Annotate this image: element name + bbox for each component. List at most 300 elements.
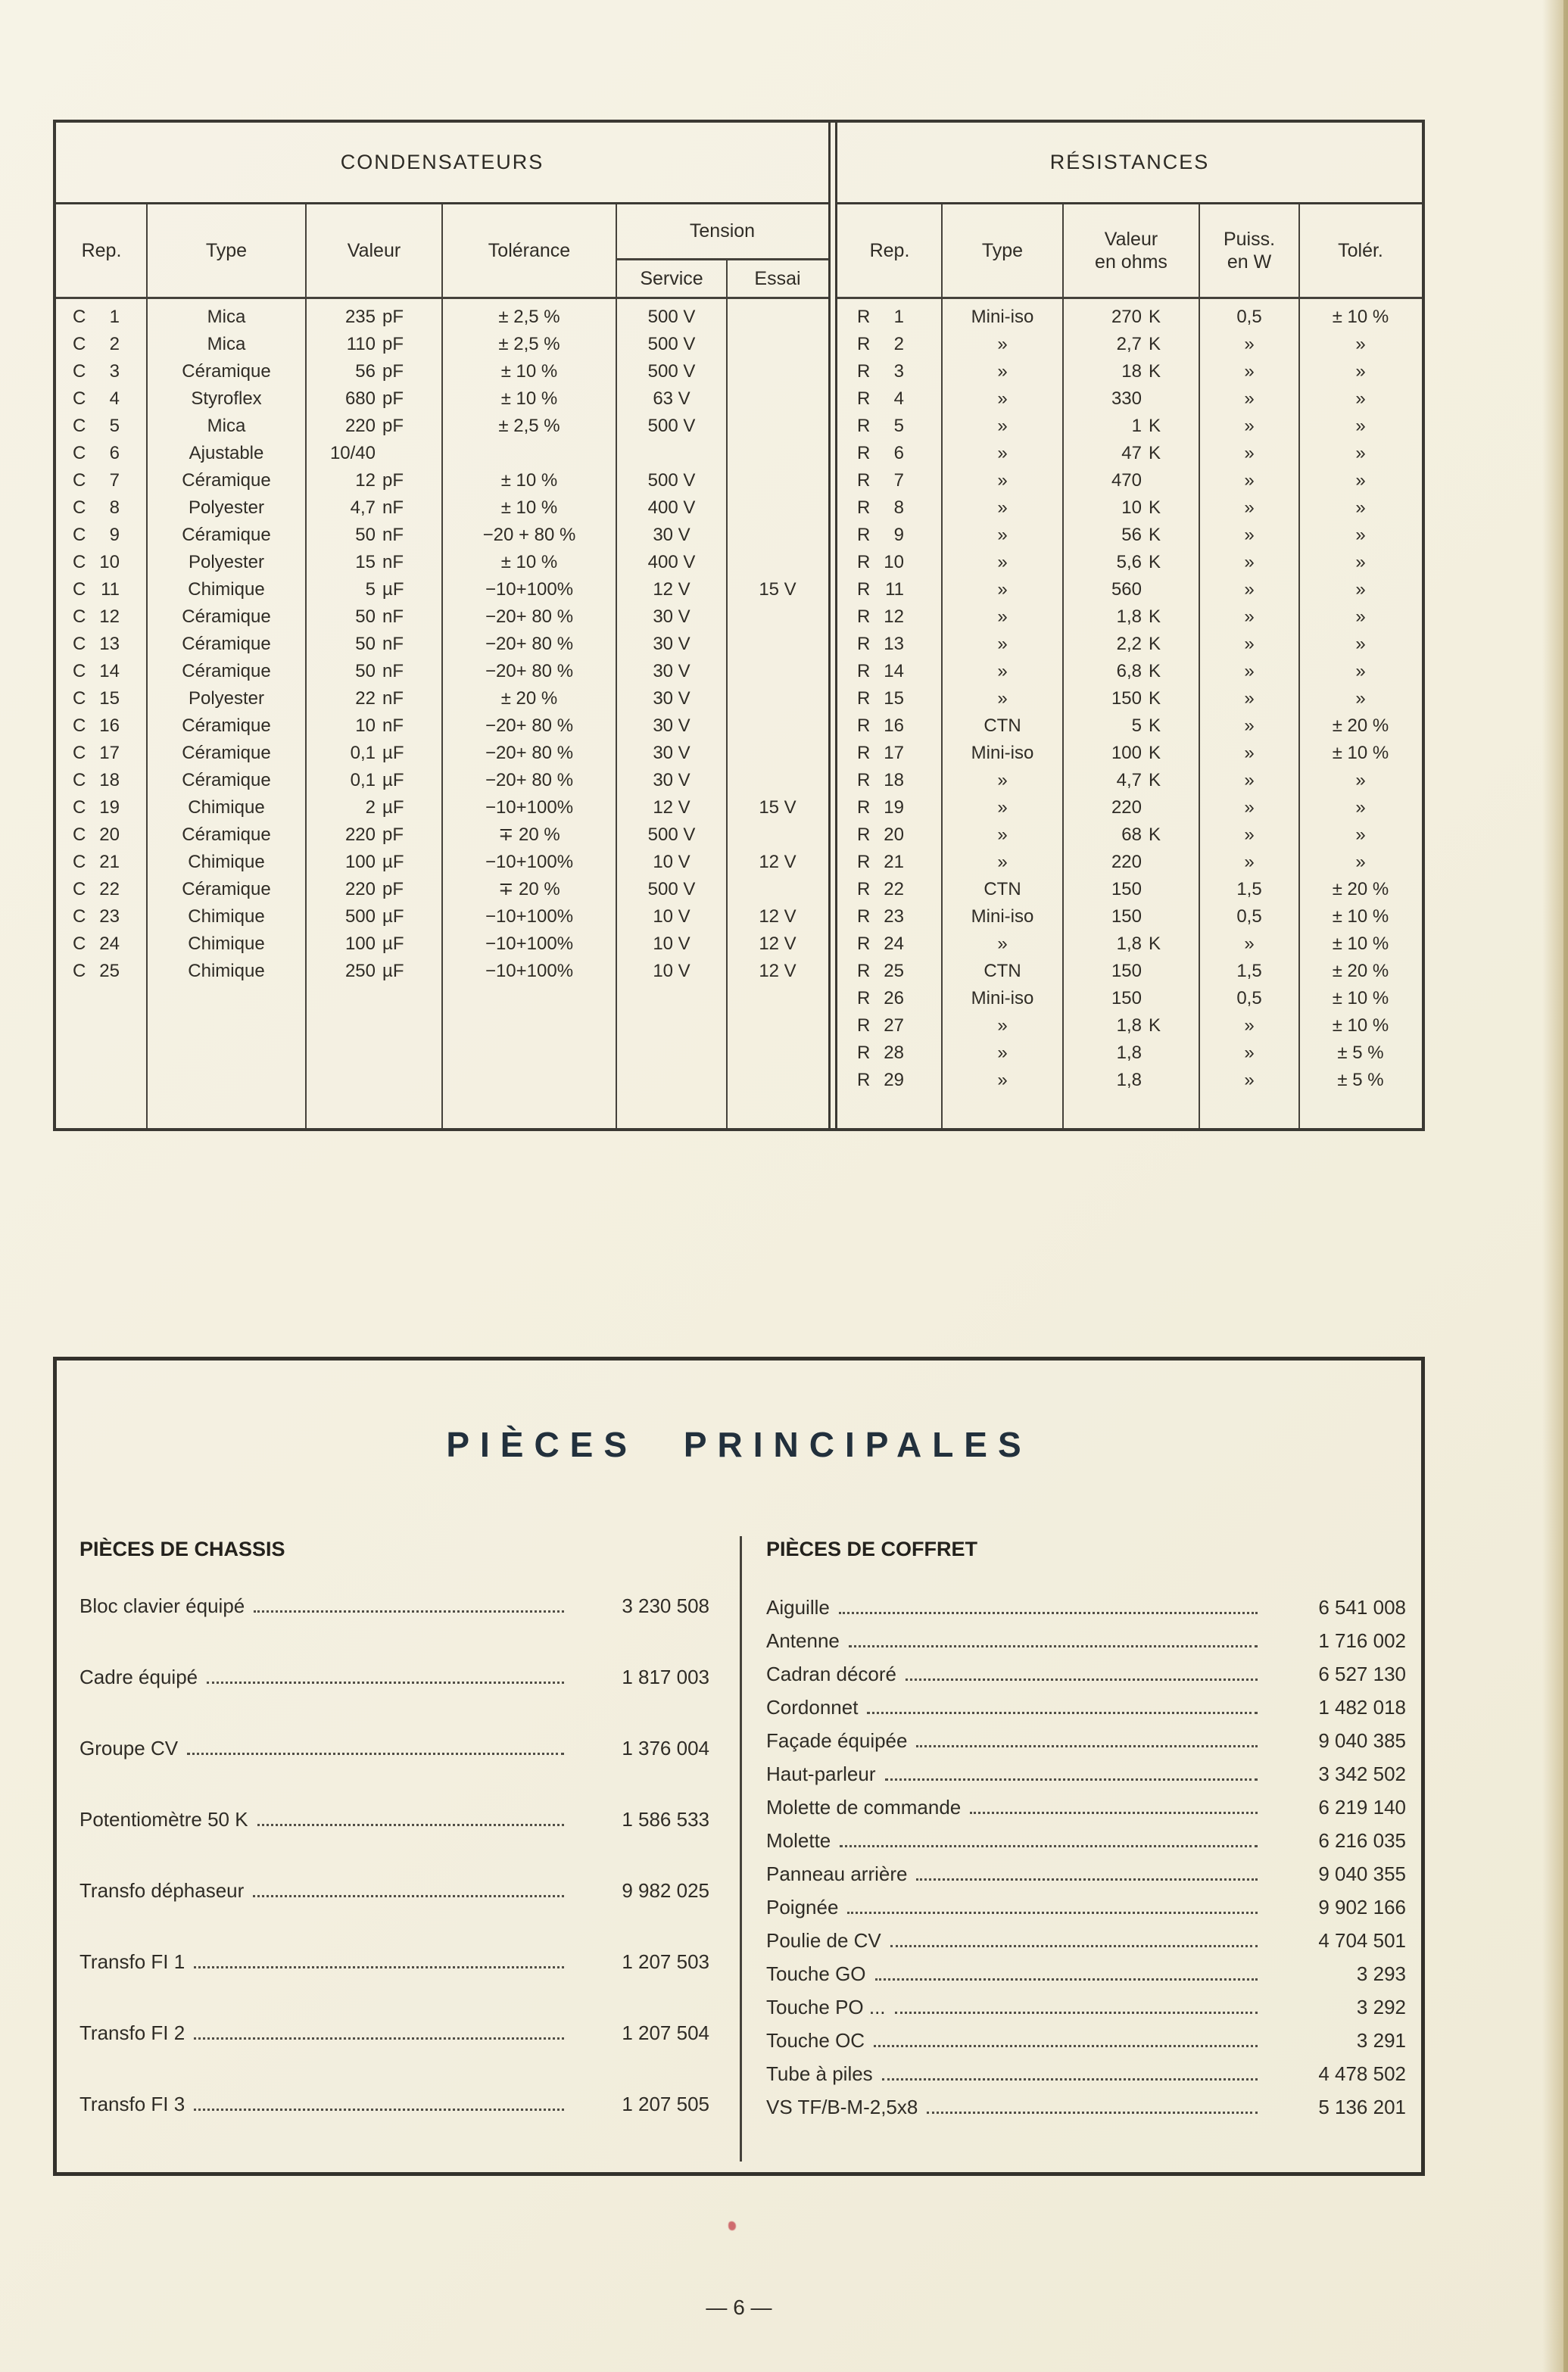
type-cell: Polyester <box>188 688 265 709</box>
resistance-row <box>837 658 1422 685</box>
value-number: 22 <box>355 688 376 709</box>
value-unit: K <box>1149 743 1161 763</box>
puissance-cell: » <box>1244 416 1255 436</box>
value-unit: pF <box>382 416 404 436</box>
value-cell <box>1063 903 1199 930</box>
value-number: 1,8 <box>1116 934 1142 954</box>
value-unit: K <box>1149 525 1161 545</box>
value-cell <box>1063 712 1199 740</box>
puissance-cell: 1,5 <box>1236 961 1262 981</box>
value-number: 68 <box>1121 824 1142 845</box>
rep-cell <box>56 304 147 331</box>
pieces-columns <box>57 1536 1421 2162</box>
puissance-cell: » <box>1244 661 1255 681</box>
condensateurs-title: CONDENSATEURS <box>56 123 828 204</box>
value-cell <box>1063 576 1199 603</box>
part-label: Poulie de CV <box>766 1929 881 1952</box>
resistance-row <box>837 685 1422 712</box>
tolerance-cell: ± 10 % <box>1332 307 1389 327</box>
rep-number: 21 <box>884 852 904 872</box>
rep-letter: C <box>73 743 86 763</box>
essai-cell <box>727 712 828 740</box>
puissance-cell: » <box>1244 525 1255 545</box>
rep-number: 16 <box>99 715 120 736</box>
rep-cell <box>837 958 942 985</box>
type-cell: » <box>997 688 1008 709</box>
value-cell <box>306 576 442 603</box>
value-cell <box>306 658 442 685</box>
dotted-leader <box>916 1878 1258 1881</box>
value-number: 220 <box>344 416 376 436</box>
service-cell: 30 V <box>653 525 690 545</box>
resistance-row <box>837 794 1422 821</box>
value-number: 680 <box>344 388 376 409</box>
rep-number: 28 <box>884 1043 904 1063</box>
header-tolerance: Tolérance <box>488 240 571 261</box>
tolerance-cell: −10+100% <box>485 852 574 872</box>
rep-number: 25 <box>99 961 120 981</box>
rep-letter: C <box>73 334 86 354</box>
rep-number: 1 <box>109 307 120 327</box>
part-label: Cadran décoré <box>766 1663 896 1685</box>
service-cell: 30 V <box>653 770 690 790</box>
rep-cell <box>56 740 147 767</box>
type-cell: Céramique <box>182 361 271 382</box>
rep-number: 25 <box>884 961 904 981</box>
value-number: 50 <box>355 525 376 545</box>
resistances-rows <box>837 299 1422 1094</box>
value-unit: K <box>1149 552 1161 572</box>
rep-letter: C <box>73 661 86 681</box>
rep-letter: C <box>73 879 86 899</box>
type-cell: Polyester <box>188 552 265 572</box>
dotted-leader <box>895 2012 1258 2014</box>
service-cell: 30 V <box>653 606 690 627</box>
essai-cell <box>727 522 828 549</box>
value-unit: µF <box>382 961 404 981</box>
rep-number: 29 <box>884 1070 904 1090</box>
rep-letter: R <box>857 1070 871 1090</box>
column-divider <box>441 204 443 1128</box>
part-label: Panneau arrière <box>766 1862 908 1885</box>
rep-letter: C <box>73 715 86 736</box>
part-number: 1 482 018 <box>1318 1696 1406 1719</box>
type-cell: Mini-iso <box>971 307 1034 327</box>
rep-cell <box>837 494 942 522</box>
value-unit: K <box>1149 606 1161 627</box>
rep-letter: R <box>857 416 871 436</box>
puissance-cell: 1,5 <box>1236 879 1262 899</box>
part-label: Aiguille <box>766 1596 830 1619</box>
value-cell <box>1063 631 1199 658</box>
tolerance-cell: » <box>1355 334 1366 354</box>
essai-cell <box>727 740 828 767</box>
value-unit: pF <box>382 824 404 845</box>
value-cell <box>306 876 442 903</box>
value-number: 250 <box>344 961 376 981</box>
part-number: 1 817 003 <box>622 1666 709 1688</box>
puissance-cell: » <box>1244 579 1255 600</box>
header-tolerance: Tolér. <box>1338 240 1383 261</box>
tolerance-cell: −20+ 80 % <box>485 606 574 627</box>
header-valeur: Valeur <box>347 240 401 261</box>
rep-cell <box>837 631 942 658</box>
column-divider <box>1062 204 1064 1128</box>
essai-cell <box>727 658 828 685</box>
dotted-leader <box>916 1745 1258 1747</box>
rep-cell <box>56 522 147 549</box>
value-number: 4,7 <box>1116 770 1142 790</box>
parts-list-item <box>766 1691 1406 1724</box>
value-number: 560 <box>1111 579 1142 600</box>
rep-cell <box>56 331 147 358</box>
header-puissance <box>1199 204 1299 297</box>
type-cell: Chimique <box>188 961 265 981</box>
service-cell <box>616 440 727 467</box>
dotted-leader <box>885 1778 1258 1781</box>
type-cell: Chimique <box>188 579 265 600</box>
rep-cell <box>837 549 942 576</box>
header-type: Type <box>205 240 248 261</box>
rep-letter: C <box>73 606 86 627</box>
parts-list-item <box>766 2090 1406 2124</box>
rep-cell <box>837 358 942 385</box>
tolerance-cell: ± 10 % <box>1332 934 1389 954</box>
value-number: 0,1 <box>350 770 376 790</box>
column-divider <box>1298 204 1300 1128</box>
parts-list-item <box>766 1824 1406 1857</box>
rep-number: 8 <box>109 497 120 518</box>
tolerance-cell: ± 20 % <box>1332 961 1389 981</box>
part-label: Touche OC <box>766 2029 865 2052</box>
rep-cell <box>837 467 942 494</box>
rep-letter: R <box>857 661 871 681</box>
value-unit: µF <box>382 579 404 600</box>
puissance-cell: » <box>1244 606 1255 627</box>
value-unit: K <box>1149 1015 1161 1036</box>
part-number: 4 704 501 <box>1318 1929 1406 1952</box>
header-valeur-ohms <box>1063 204 1199 297</box>
tolerance-cell: ± 5 % <box>1337 1070 1384 1090</box>
puissance-cell: » <box>1244 552 1255 572</box>
type-cell: » <box>997 334 1008 354</box>
service-cell: 30 V <box>653 743 690 763</box>
type-cell: » <box>997 824 1008 845</box>
part-label: Antenne <box>766 1629 840 1652</box>
resistance-row <box>837 467 1422 494</box>
part-number: 1 376 004 <box>622 1737 709 1760</box>
rep-number: 23 <box>884 906 904 927</box>
rep-cell <box>56 821 147 849</box>
rep-number: 14 <box>99 661 120 681</box>
puissance-cell: » <box>1244 497 1255 518</box>
tolerance-cell: ∓ 20 % <box>498 879 560 899</box>
header-tension-group <box>616 204 828 297</box>
type-cell: Céramique <box>182 715 271 736</box>
tolerance-cell: ± 10 % <box>500 470 558 491</box>
rep-number: 19 <box>99 797 120 818</box>
type-cell: Chimique <box>188 934 265 954</box>
service-cell: 12 V <box>653 579 690 600</box>
value-number: 1,8 <box>1116 1043 1142 1063</box>
part-number: 1 207 504 <box>622 2021 709 2044</box>
resistance-row <box>837 494 1422 522</box>
essai-cell <box>727 467 828 494</box>
puissance-cell: » <box>1244 334 1255 354</box>
rep-letter: R <box>857 525 871 545</box>
value-unit: pF <box>382 307 404 327</box>
tolerance-cell: » <box>1355 388 1366 409</box>
rep-cell <box>56 794 147 821</box>
tolerance-cell: ± 10 % <box>500 361 558 382</box>
value-number: 56 <box>355 361 376 382</box>
value-cell <box>1063 1040 1199 1067</box>
part-label: Cadre équipé <box>79 1666 198 1688</box>
value-unit: K <box>1149 307 1161 327</box>
type-cell: » <box>997 1015 1008 1036</box>
value-cell <box>306 304 442 331</box>
column-divider <box>305 204 307 1128</box>
part-label: Transfo déphaseur <box>79 1879 245 1902</box>
type-cell: CTN <box>984 961 1021 981</box>
tolerance-cell: −20+ 80 % <box>485 661 574 681</box>
rep-cell <box>56 603 147 631</box>
puissance-cell: 0,5 <box>1236 906 1262 927</box>
puissance-cell: » <box>1244 770 1255 790</box>
rep-cell <box>837 1040 942 1067</box>
tolerance-cell: » <box>1355 688 1366 709</box>
essai-cell: 12 V <box>759 961 796 981</box>
rep-number: 15 <box>884 688 904 709</box>
service-cell: 500 V <box>647 416 696 436</box>
essai-cell <box>727 549 828 576</box>
rep-letter: C <box>73 361 86 382</box>
tolerance-cell: ∓ 20 % <box>498 824 560 845</box>
puissance-cell: 0,5 <box>1236 988 1262 1008</box>
rep-letter: R <box>857 743 871 763</box>
tolerance-cell: ± 2,5 % <box>498 334 560 354</box>
rep-number: 12 <box>884 606 904 627</box>
part-label: Transfo FI 3 <box>79 2093 185 2115</box>
type-cell: CTN <box>984 715 1021 736</box>
puissance-cell: 0,5 <box>1236 307 1262 327</box>
value-number: 150 <box>1111 906 1142 927</box>
dotted-leader <box>194 2109 564 2111</box>
rep-number: 13 <box>884 634 904 654</box>
value-cell <box>1063 494 1199 522</box>
resistance-row <box>837 1067 1422 1094</box>
parts-list-item <box>766 1990 1406 2024</box>
value-unit: nF <box>382 634 404 654</box>
rep-letter: R <box>857 470 871 491</box>
dotted-leader <box>890 1945 1258 1947</box>
part-number: 6 541 008 <box>1318 1596 1406 1619</box>
essai-cell <box>727 603 828 631</box>
rep-cell <box>56 467 147 494</box>
value-cell <box>306 522 442 549</box>
scan-edge-line <box>1563 0 1568 2372</box>
dotted-leader <box>257 1824 564 1826</box>
part-label: Molette <box>766 1829 831 1852</box>
rep-cell <box>56 849 147 876</box>
type-cell: Polyester <box>188 497 265 518</box>
red-ink-artifact <box>728 2221 736 2230</box>
value-number: 5 <box>1131 715 1142 736</box>
tolerance-cell: −20+ 80 % <box>485 634 574 654</box>
pieces-principales-title: PIÈCES PRINCIPALES <box>446 1425 1032 1464</box>
value-number: 50 <box>355 661 376 681</box>
tolerance-cell <box>442 440 616 467</box>
rep-letter: C <box>73 579 86 600</box>
part-label: Poignée <box>766 1896 839 1918</box>
rep-letter: C <box>73 443 86 463</box>
pieces-chassis-column <box>57 1536 740 2162</box>
dotted-leader <box>875 1978 1258 1981</box>
value-number: 470 <box>1111 470 1142 491</box>
dotted-leader <box>194 2037 564 2040</box>
part-number: 3 292 <box>1356 1996 1406 2018</box>
type-cell: Céramique <box>182 470 271 491</box>
header-valeur-line1: Valeur <box>1104 229 1158 250</box>
header-service: Service <box>640 267 703 289</box>
value-number: 270 <box>1111 307 1142 327</box>
tolerance-cell: » <box>1355 824 1366 845</box>
rep-number: 1 <box>893 307 904 327</box>
essai-cell: 15 V <box>759 579 796 600</box>
service-cell: 10 V <box>653 852 690 872</box>
essai-cell: 12 V <box>759 906 796 927</box>
puissance-cell: » <box>1244 1043 1255 1063</box>
parts-list-item <box>79 1877 709 1905</box>
type-cell: » <box>997 579 1008 600</box>
puissance-cell: » <box>1244 361 1255 382</box>
rep-number: 4 <box>893 388 904 409</box>
type-cell: Chimique <box>188 797 265 818</box>
resistance-row <box>837 903 1422 930</box>
rep-cell <box>56 930 147 958</box>
resistance-row <box>837 712 1422 740</box>
tolerance-cell: ± 10 % <box>1332 988 1389 1008</box>
rep-letter: R <box>857 988 871 1008</box>
rep-number: 4 <box>109 388 120 409</box>
service-cell: 500 V <box>647 879 696 899</box>
rep-number: 19 <box>884 797 904 818</box>
dotted-leader <box>187 1753 564 1755</box>
resistance-row <box>837 331 1422 358</box>
type-cell: Céramique <box>182 661 271 681</box>
rep-letter: R <box>857 1043 871 1063</box>
part-number: 6 219 140 <box>1318 1796 1406 1819</box>
dotted-leader <box>840 1845 1258 1847</box>
value-cell <box>306 413 442 440</box>
parts-list-item <box>79 2019 709 2047</box>
rep-cell <box>837 522 942 549</box>
rep-number: 21 <box>99 852 120 872</box>
resistance-row <box>837 767 1422 794</box>
dotted-leader <box>882 2078 1258 2081</box>
value-cell <box>306 767 442 794</box>
type-cell: Chimique <box>188 906 265 927</box>
puissance-cell: » <box>1244 688 1255 709</box>
value-cell <box>306 358 442 385</box>
resistance-row <box>837 358 1422 385</box>
part-number: 1 586 533 <box>622 1808 709 1831</box>
type-cell: » <box>997 470 1008 491</box>
tolerance-cell: » <box>1355 661 1366 681</box>
pieces-principales-box <box>53 1357 1425 2176</box>
part-label: Façade équipée <box>766 1729 908 1752</box>
dotted-leader <box>874 2045 1258 2047</box>
tolerance-cell: » <box>1355 525 1366 545</box>
service-cell: 500 V <box>647 824 696 845</box>
rep-number: 3 <box>893 361 904 382</box>
value-unit: nF <box>382 688 404 709</box>
service-cell: 10 V <box>653 906 690 927</box>
type-cell: » <box>997 525 1008 545</box>
rep-number: 10 <box>884 552 904 572</box>
essai-cell: 12 V <box>759 852 796 872</box>
rep-cell <box>56 876 147 903</box>
rep-number: 18 <box>884 770 904 790</box>
resistances-body-area <box>837 204 1422 1128</box>
rep-letter: C <box>73 934 86 954</box>
dotted-leader <box>906 1678 1258 1681</box>
value-number: 150 <box>1111 879 1142 899</box>
value-number: 330 <box>1111 388 1142 409</box>
pieces-coffret-heading: PIÈCES DE COFFRET <box>766 1538 978 1560</box>
value-number: 100 <box>344 934 376 954</box>
value-unit: µF <box>382 743 404 763</box>
value-cell <box>1063 603 1199 631</box>
value-number: 1,8 <box>1116 606 1142 627</box>
tolerance-cell: ± 10 % <box>500 497 558 518</box>
rep-cell <box>837 685 942 712</box>
rep-letter: R <box>857 361 871 382</box>
dotted-leader <box>849 1645 1258 1647</box>
puissance-cell: » <box>1244 470 1255 491</box>
rep-letter: R <box>857 770 871 790</box>
rep-cell <box>837 576 942 603</box>
rep-number: 10 <box>99 552 120 572</box>
value-number: 4,7 <box>350 497 376 518</box>
tolerance-cell: −10+100% <box>485 797 574 818</box>
parts-list-item <box>79 1806 709 1834</box>
type-cell: » <box>997 361 1008 382</box>
value-cell <box>1063 440 1199 467</box>
service-cell: 30 V <box>653 688 690 709</box>
value-number: 1,8 <box>1116 1070 1142 1090</box>
header-rep: Rep. <box>869 240 910 261</box>
value-number: 47 <box>1121 443 1142 463</box>
value-number: 18 <box>1121 361 1142 382</box>
rep-letter: C <box>73 525 86 545</box>
resistance-row <box>837 849 1422 876</box>
essai-cell <box>727 440 828 467</box>
part-number: 4 478 502 <box>1318 2062 1406 2085</box>
column-divider <box>941 204 943 1128</box>
service-cell: 500 V <box>647 307 696 327</box>
tolerance-cell: » <box>1355 797 1366 818</box>
service-cell: 400 V <box>647 497 696 518</box>
type-cell: » <box>997 1070 1008 1090</box>
parts-list-item <box>766 1890 1406 1924</box>
rep-cell <box>837 740 942 767</box>
type-cell: Mica <box>207 307 246 327</box>
value-number: 10/40 <box>329 443 376 463</box>
rep-number: 2 <box>893 334 904 354</box>
value-number: 10 <box>355 715 376 736</box>
puissance-cell: » <box>1244 797 1255 818</box>
